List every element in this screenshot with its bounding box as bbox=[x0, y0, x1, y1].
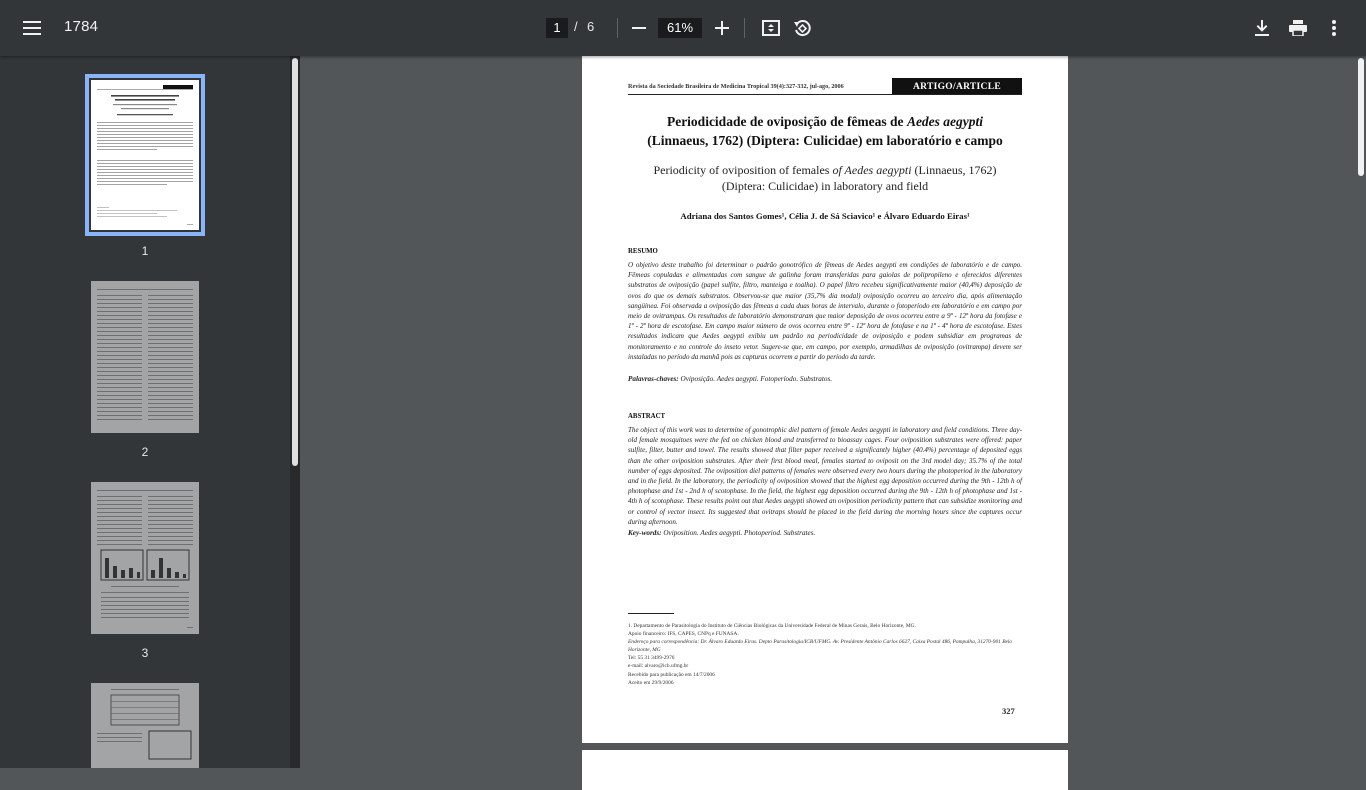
print-icon bbox=[1289, 20, 1307, 36]
footnote-address: Endereço para correspondência: Dr. Álvaro Eduardo Eiras. Depto Parasitologia/ICB/UFMG. Av. Presidente Antônio Carlos 6627, Caixa Postal 486, Pampulha, 31270-901 Belo Horizonte, MG bbox=[628, 639, 1013, 654]
fit-page-icon bbox=[762, 20, 780, 36]
main-scrollbar-thumb[interactable] bbox=[1358, 58, 1364, 176]
thumbnail-page-3[interactable] bbox=[91, 482, 199, 634]
resumo-text: O objetivo deste trabalho foi determinar o padrão gonotrófico de fêmeas de Aedes aegypti em condições de laboratório e de campo. Fêmeas copuladas e alimentadas com sangue de galinha foram transferidas para gaiolas de polipropileno e oferecidos diferentes substratos de oviposição (papel sulfite, filtro, manteiga e toalha). O papel filtro recebeu significativamente maior (40,4%) deposição de ovos do que os demais substratos. Observou-se que maior (35,7% dia modal) oviposição ocorreu ao terceiro dia, após alimentação sangüínea. Foi observada a oviposição das fêmeas a cada duas horas de intervalo, durante o fotoperíodo em laboratório e em campo por meio de ovitrampas. Os resultados de laboratório demonstraram que maior deposição de ovos ocorreu entre a 9ª - 12ª hora da fotofase e 1ª - 2ª hora de escotofase. Em campo maior número de ovos ocorreu entre 9ª - 12ª hora de fotofase e na 1ª - 4ª hora de escotofase. Estes resultados indicam que Aedes aegypti exibiu um padrão na periodicidade de oviposição e podem subsidiar em programas de monitoramento e no controle do inseto vetor. Sugere-se que, em campo, por exemplo, armadilhas de oviposição (ovitrampa) devem ser instaladas no período da manhã pois as capturas ocorrem a partir do período da tarde. bbox=[628, 261, 1022, 361]
thumbnail-page-1[interactable] bbox=[91, 80, 199, 230]
page-number: 327 bbox=[1002, 706, 1015, 716]
title-pt-species: Aedes aegypti bbox=[906, 114, 984, 129]
page-total: 6 bbox=[587, 19, 595, 34]
fit-page-button[interactable] bbox=[755, 12, 787, 44]
minus-icon bbox=[632, 27, 646, 29]
abstract-heading: ABSTRACT bbox=[628, 413, 666, 420]
thumbnail-label-3: 3 bbox=[141, 646, 149, 660]
plus-icon bbox=[715, 21, 729, 35]
journal-header: Revista da Sociedade Brasileira de Medicina Tropical 39(4):327-332, jul-ago, 2006 bbox=[628, 83, 844, 90]
palavras-values: Oviposição. Aedes aegypti. Fotoperíodo. Substratos. bbox=[678, 375, 833, 383]
keywords-values: Oviposition. Aedes aegypti. Photoperiod. Substrates. bbox=[661, 529, 816, 537]
page-separator: / bbox=[574, 19, 578, 34]
zoom-out-button[interactable] bbox=[623, 12, 655, 44]
palavras-label: Palavras-chaves: bbox=[628, 375, 679, 383]
toolbar-divider bbox=[617, 18, 618, 38]
footnotes bbox=[628, 622, 1022, 687]
footnote-email: e-mail: alvaro@icb.ufmg.br bbox=[628, 663, 689, 670]
sidebar-scrollbar-thumb[interactable] bbox=[292, 58, 298, 466]
zoom-level-input[interactable]: 61% bbox=[658, 18, 702, 38]
thumbnail-label-1: 1 bbox=[141, 244, 149, 258]
english-title bbox=[612, 162, 1038, 194]
thumbnail-label-2: 2 bbox=[141, 445, 149, 459]
palavras-chaves bbox=[628, 375, 1022, 383]
pdf-page-2 bbox=[582, 750, 1068, 790]
footnote-rule bbox=[628, 613, 674, 614]
thumbnail-sidebar bbox=[0, 56, 290, 768]
footnote-received: Recebido para publicação em 14/7/2006 bbox=[628, 671, 715, 678]
title-en-species: of Aedes aegypti bbox=[832, 163, 912, 177]
more-vert-icon bbox=[1332, 20, 1336, 36]
article-type-label: ARTIGO/ARTICLE bbox=[892, 78, 1022, 95]
key-words bbox=[628, 529, 1022, 537]
download-icon bbox=[1255, 20, 1269, 36]
thumbnail-page-2[interactable] bbox=[91, 281, 199, 433]
footnote-affiliation: 1. Departamento de Parasitologia do Instituto de Ciências Biológicas da Universidade Federal de Minas Gerais, Belo Horizonte, MG. bbox=[628, 623, 916, 629]
page-number-input[interactable]: 1 bbox=[546, 18, 568, 38]
print-button[interactable] bbox=[1282, 12, 1314, 44]
authors: Adriana dos Santos Gomes¹, Célia J. de Sá Sciavico¹ e Álvaro Eduardo Eiras¹ bbox=[680, 211, 970, 221]
pdf-toolbar bbox=[0, 0, 1366, 56]
title-pt-part1: Periodicidade de oviposição de fêmeas de bbox=[666, 114, 907, 129]
footnote-phone: Tel: 55 31 3499-2976 bbox=[628, 655, 675, 662]
zoom-in-button[interactable] bbox=[706, 12, 738, 44]
title-pt-part2: (Linnaeus, 1762) (Diptera: Culicidae) em laboratório e campo bbox=[647, 133, 1003, 148]
thumbnail-page-4[interactable] bbox=[91, 683, 199, 768]
toolbar-divider bbox=[744, 18, 745, 38]
footnote-accepted: Aceito em 29/9/2006 bbox=[628, 679, 674, 686]
title-en-part1: Periodicity of oviposition of females bbox=[653, 163, 833, 177]
menu-icon[interactable] bbox=[16, 12, 48, 44]
more-actions-button[interactable] bbox=[1318, 12, 1350, 44]
abstract-text: The object of this work was to determine of gonotrophic diel pattern of female Aedes aegypti in laboratory and field conditions. Three day-old female mosquitoes were the fed on chicken blood and transferred to bioassay cages. Four oviposition substrates were offered: paper sulfite, filter, butter and towel. The results showed that filter paper received a significantly higher (40.4%) percentage of deposited eggs than the other oviposition substrates. After their first blood meal, females started to oviposit on the 3rd model day; 35.7% of the total number of eggs deposited. The oviposition diel patterns of females were observed every two hours during the photoperiod in the laboratory and in the field. In the laboratory, the periodicity of oviposition showed that the highest egg deposition occurred during the 9th - 12th h of photophase and 1st - 2nd h of scotophase. In the field, the highest egg deposition occurred during the 9th - 12th h of photophase and 1st - 4th h of scotophase. These results point out that Aedes aegypti showed an oviposition periodicity pattern that can subsidize monitoring and or control of vector insect. Its suggested that ovitraps should be placed in the field during the morning hours since the captures occur during afternoon. bbox=[628, 426, 1022, 526]
resumo-heading: RESUMO bbox=[628, 248, 658, 255]
header-rule bbox=[628, 94, 1022, 95]
pdf-page-1 bbox=[582, 56, 1068, 743]
rotate-icon bbox=[793, 19, 811, 37]
title-en-part2: (Linnaeus, 1762) bbox=[911, 163, 997, 177]
keywords-label: Key-words: bbox=[628, 529, 662, 537]
document-title: 1784 bbox=[64, 18, 99, 35]
rotate-button[interactable] bbox=[786, 12, 818, 44]
title-en-part3: (Diptera: Culicidae) in laboratory and field bbox=[721, 179, 929, 193]
page-title bbox=[612, 112, 1038, 150]
download-button[interactable] bbox=[1246, 12, 1278, 44]
footnote-funding: Apoio financeiro: IFS, CAPES, CNPq e FUNASA. bbox=[628, 631, 739, 638]
